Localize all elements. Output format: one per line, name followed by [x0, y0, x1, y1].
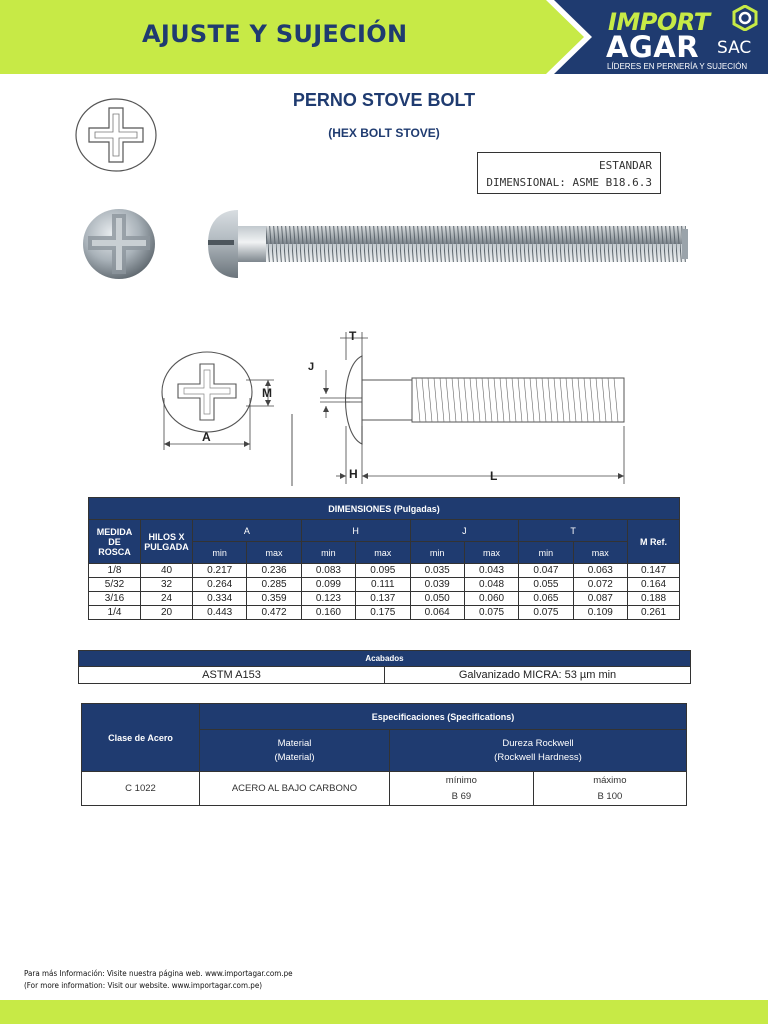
col-steel-class: Clase de Acero	[82, 704, 200, 772]
table-cell: 0.047	[519, 564, 573, 578]
table-cell: 0.147	[628, 564, 680, 578]
col-a-min: min	[193, 542, 247, 564]
technical-drawing	[150, 326, 640, 486]
table-cell: 32	[141, 578, 193, 592]
col-material-es: Material	[277, 737, 312, 749]
page-title: AJUSTE Y SUJECIÓN	[142, 20, 408, 48]
col-a-max: max	[247, 542, 301, 564]
table-cell: 0.050	[410, 592, 464, 606]
table-cell: 0.072	[573, 578, 627, 592]
table-cell: 0.285	[247, 578, 301, 592]
specs-title: Especificaciones (Specifications)	[200, 704, 687, 730]
table-cell: 0.137	[356, 592, 410, 606]
table-cell: 0.087	[573, 592, 627, 606]
table-cell: 1/4	[89, 606, 141, 620]
drawing-label-t: T	[349, 329, 357, 343]
col-hilos: HILOS X PULGADA	[141, 520, 193, 564]
finishes-title: Acabados	[79, 651, 691, 667]
col-hardness-es: Dureza Rockwell	[502, 737, 574, 749]
col-group-h: H	[301, 520, 410, 542]
drawing-label-l: L	[490, 469, 498, 483]
footer-info	[24, 968, 293, 992]
table-cell: 0.035	[410, 564, 464, 578]
col-j-min: min	[410, 542, 464, 564]
table-cell: 0.217	[193, 564, 247, 578]
table-cell: 0.472	[247, 606, 301, 620]
col-t-max: max	[573, 542, 627, 564]
table-cell: 0.043	[464, 564, 518, 578]
logo-text-agar: AGAR	[606, 30, 700, 64]
table-row	[89, 564, 680, 578]
table-cell: 24	[141, 592, 193, 606]
table-cell: 20	[141, 606, 193, 620]
table-cell: 0.443	[193, 606, 247, 620]
table-cell: 0.359	[247, 592, 301, 606]
finish-coating: Galvanizado MICRA: 53 µm min	[385, 667, 691, 684]
drawing-label-a: A	[202, 430, 211, 444]
table-cell: 0.048	[464, 578, 518, 592]
finish-standard: ASTM A153	[79, 667, 385, 684]
head-top-view-drawing	[73, 96, 159, 174]
col-material	[200, 730, 390, 772]
col-j-max: max	[464, 542, 518, 564]
table-cell: 0.055	[519, 578, 573, 592]
col-h-min: min	[301, 542, 355, 564]
table-row	[89, 606, 680, 620]
specifications-table	[81, 703, 687, 806]
table-cell: 0.039	[410, 578, 464, 592]
steel-class-value: C 1022	[82, 772, 200, 806]
table-cell: 0.123	[301, 592, 355, 606]
dimensions-table	[88, 497, 680, 620]
drawing-label-h: H	[349, 467, 358, 481]
table-cell: 1/8	[89, 564, 141, 578]
hardness-min-value: B 69	[390, 789, 534, 806]
table-cell: 0.095	[356, 564, 410, 578]
table-cell: 0.111	[356, 578, 410, 592]
table-cell: 0.065	[519, 592, 573, 606]
table-cell: 0.261	[628, 606, 680, 620]
col-medida: MEDIDA DE ROSCA	[89, 520, 141, 564]
standard-label: ESTANDAR	[599, 159, 652, 172]
table-cell: 0.188	[628, 592, 680, 606]
footer-line-es[interactable]: Para más Información: Visite nuestra página web. www.importagar.com.pe	[24, 969, 293, 978]
hardness-min-label: mínimo	[390, 772, 534, 789]
table-cell: 0.083	[301, 564, 355, 578]
dimensions-title: DIMENSIONES (Pulgadas)	[89, 498, 680, 520]
material-value: ACERO AL BAJO CARBONO	[200, 772, 390, 806]
drawing-label-m: M	[262, 386, 272, 400]
table-cell: 0.063	[573, 564, 627, 578]
col-group-a: A	[193, 520, 302, 542]
table-cell: 0.164	[628, 578, 680, 592]
col-hardness-en: (Rockwell Hardness)	[494, 751, 582, 763]
table-cell: 0.064	[410, 606, 464, 620]
table-cell: 0.099	[301, 578, 355, 592]
col-h-max: max	[356, 542, 410, 564]
bolt-side-photo	[204, 204, 692, 282]
hex-nut-icon	[732, 5, 758, 31]
table-cell: 0.236	[247, 564, 301, 578]
table-cell: 0.160	[301, 606, 355, 620]
table-cell: 3/16	[89, 592, 141, 606]
bolt-head-photo	[80, 206, 158, 282]
col-hardness	[390, 730, 687, 772]
table-cell: 40	[141, 564, 193, 578]
hardness-max-value: B 100	[533, 789, 686, 806]
table-cell: 5/32	[89, 578, 141, 592]
table-cell: 0.075	[464, 606, 518, 620]
table-cell: 0.109	[573, 606, 627, 620]
standard-value: DIMENSIONAL: ASME B18.6.3	[486, 176, 652, 189]
col-group-t: T	[519, 520, 628, 542]
col-material-en: (Material)	[274, 751, 315, 763]
logo-text-import: IMPORT	[608, 8, 710, 36]
footer-bar	[0, 1000, 768, 1024]
table-row	[89, 592, 680, 606]
drawing-label-j: J	[308, 361, 315, 373]
product-title: PERNO STOVE BOLT	[292, 90, 476, 110]
logo-text-sac: SAC	[717, 38, 752, 58]
table-cell: 0.060	[464, 592, 518, 606]
table-cell: 0.075	[519, 606, 573, 620]
table-cell: 0.175	[356, 606, 410, 620]
table-row	[89, 578, 680, 592]
finishes-table	[78, 650, 691, 684]
table-cell: 0.334	[193, 592, 247, 606]
table-cell: 0.264	[193, 578, 247, 592]
thread-lines	[416, 378, 618, 422]
col-t-min: min	[519, 542, 573, 564]
hardness-max-label: máximo	[533, 772, 686, 789]
logo-tagline: LÍDERES EN PERNERÍA Y SUJECIÓN	[607, 62, 748, 71]
product-subtitle: (HEX BOLT STOVE)	[328, 126, 440, 140]
standard-box	[477, 152, 661, 194]
col-group-j: J	[410, 520, 519, 542]
footer-line-en[interactable]: (For more information: Visit our website. www.importagar.com.pe)	[24, 981, 263, 990]
col-m-ref: M Ref.	[628, 520, 680, 564]
